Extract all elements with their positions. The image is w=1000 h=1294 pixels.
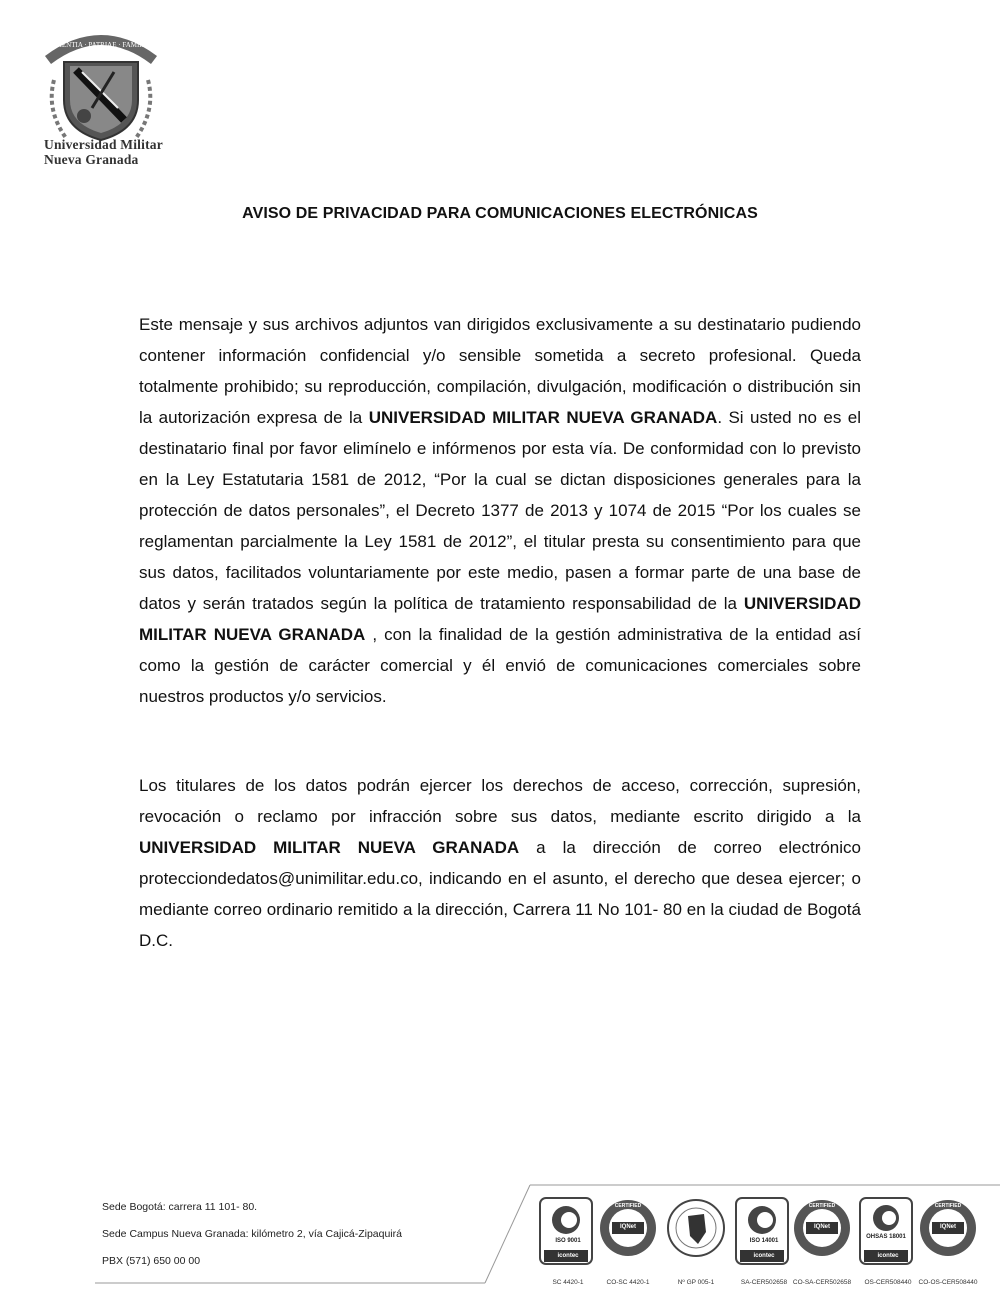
cert-iqnet-sa [792, 1196, 852, 1286]
cert-iqnet-sc [598, 1196, 658, 1286]
university-name-line2: Nueva Granada [44, 152, 139, 167]
university-name-line1: Universidad Militar [44, 137, 163, 152]
cert-iqnet-os [918, 1196, 978, 1286]
cert-code: CO-SC 4420-1 [606, 1279, 650, 1286]
page-title: AVISO DE PRIVACIDAD PARA COMUNICACIONES ELECTRÓNICAS [242, 205, 758, 222]
p1-text-a: Este mensaje y sus archivos adjuntos van dirigidos exclusivamente a su destinatario pudiendo contener información confidencial y/o sensible sometida a secreto profesional. Queda totalmente prohibido; su reproducción, compilación, divulgación, modificación o distribución sin la autorización expresa de la [139, 315, 861, 427]
p1-text-e: , con la finalidad de la gestión administrativa de la entidad así como la gestión de carácter comercial y él envió de comunicaciones comerciales sobre nuestros productos y/o servicios. [139, 625, 861, 706]
cert-brand: CERTIFIED [614, 1203, 642, 1209]
privacy-paragraph-1 [139, 309, 861, 712]
cert-code: SC 4420-1 [552, 1279, 584, 1286]
cert-label: OHSAS 18001 [866, 1234, 906, 1240]
p1-university-name-2: UNIVERSIDAD MILITAR NUEVA GRANADA [139, 594, 861, 644]
footer-address-bogota: Sede Bogotá: carrera 11 101- 80. [102, 1201, 258, 1213]
privacy-paragraph-2 [139, 770, 861, 956]
cert-code: OS-CER508440 [864, 1279, 912, 1286]
colombia-seal-icon [666, 1196, 726, 1268]
p2-university-name: UNIVERSIDAD MILITAR NUEVA GRANADA [139, 838, 520, 857]
cert-brand: CERTIFIED [808, 1203, 836, 1209]
cert-iso9001 [538, 1196, 598, 1286]
cert-label: IQNet [939, 1224, 956, 1230]
cert-iso14001 [734, 1196, 794, 1286]
cert-brand: icontec [877, 1253, 899, 1259]
cert-brand: icontec [753, 1253, 775, 1259]
crest-motto: SCIENTIA · PATRIAE · FAMILIA [51, 41, 151, 49]
cert-brand: CERTIFIED [934, 1203, 962, 1209]
cert-brand: icontec [557, 1253, 579, 1259]
cert-label: IQNet [619, 1224, 636, 1230]
certification-logos [538, 1196, 980, 1286]
cert-ohsas18001 [858, 1196, 918, 1286]
cert-code: SA-CER502658 [740, 1279, 788, 1286]
cert-code: Nº GP 005-1 [677, 1279, 715, 1286]
cert-code: CO-OS-CER508440 [918, 1279, 978, 1286]
footer-phone: PBX (571) 650 00 00 [102, 1255, 201, 1267]
p2-text-c: a la dirección de correo electrónico protecciondedatos@unimilitar.edu.co, indicando en el asunto, el derecho que desea ejercer; o mediante correo ordinario remitido a la dirección, Carrera 11 No 101- 80 en la ciudad de Bogotá D.C. [139, 838, 861, 950]
footer-address-campus: Sede Campus Nueva Granada: kilómetro 2, vía Cajicá-Zipaquirá [102, 1228, 402, 1240]
p2-text-a: Los titulares de los datos podrán ejercer los derechos de acceso, corrección, supresión, revocación o reclamo por infracción sobre sus datos, mediante escrito dirigido a la [139, 776, 861, 826]
p1-university-name: UNIVERSIDAD MILITAR NUEVA GRANADA [368, 408, 718, 427]
university-name [44, 137, 163, 167]
cert-label: ISO 14001 [749, 1238, 779, 1244]
cert-code: CO-SA-CER502658 [792, 1279, 852, 1286]
cert-label: IQNet [813, 1224, 830, 1230]
cert-gp [666, 1196, 726, 1286]
p1-text-c: . Si usted no es el destinatario final por favor elimínelo e infórmenos por esta vía. De conformidad con lo previsto en la Ley Estatutaria 1581 de 2012, “Por la cual se dictan disposiciones generales para la protección de datos personales”, el Decreto 1377 de 2013 y 1074 de 2015 “Por los cuales se reglamentan parcialmente la Ley 1581 de 2012”, el titular presta su consentimiento para que sus datos, facilitados voluntariamente por este medio, pasen a formar parte de una base de datos y serán tratados según la política de tratamiento responsabilidad de la [139, 408, 862, 613]
cert-label: ISO 9001 [555, 1238, 581, 1244]
